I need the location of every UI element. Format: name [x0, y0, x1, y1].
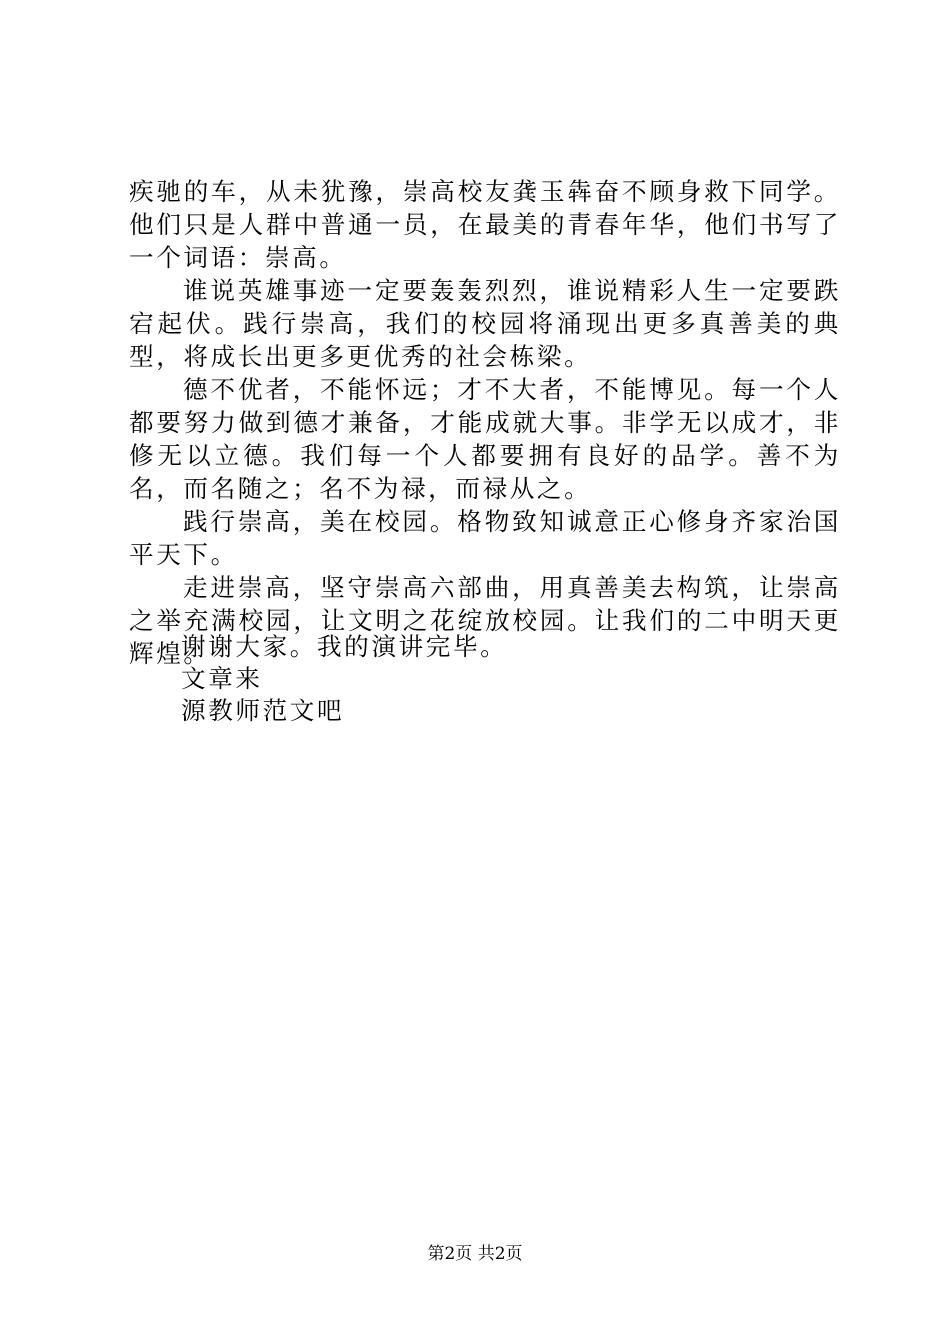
paragraph-virtue: 德不优者，不能怀远；才不大者，不能博见。每一个人都要努力做到德才兼备，才能成就大事。非学无以成才，非修无以立德。我们每一个人都要拥有良好的品学。善不为名，而名随之；名不为禄，而禄从之。 [129, 375, 841, 503]
page-footer: 第2页 共2页 [427, 1244, 523, 1264]
paragraph-practice: 践行崇高，美在校园。格物致知诚意正心修身齐家治国平天下。 [129, 507, 841, 569]
paragraph-heroes: 谁说英雄事迹一定要轰轰烈烈，谁说精彩人生一定要跌宕起伏。践行崇高，我们的校园将涌现出更多真善美的典型，将成长出更多更优秀的社会栋梁。 [129, 276, 841, 371]
source-line-2: 源教师范文吧 [181, 696, 345, 725]
paragraph-conclusion: 走进崇高，坚守崇高六部曲，用真善美去构筑，让崇高之举充满校园，让文明之花绽放校园。让我们的二中明天更辉煌。 [129, 573, 841, 668]
source-line-1: 文章来 [181, 664, 263, 693]
closing-block [181, 631, 507, 727]
closing-line: 谢谢大家。我的演讲完毕。 [181, 632, 508, 661]
document-body [129, 175, 841, 670]
paragraph-continuation: 疾驰的车，从未犹豫，崇高校友龚玉犇奋不顾身救下同学。他们只是人群中普通一员，在最美的青春年华，他们书写了一个词语：崇高。 [129, 177, 841, 272]
